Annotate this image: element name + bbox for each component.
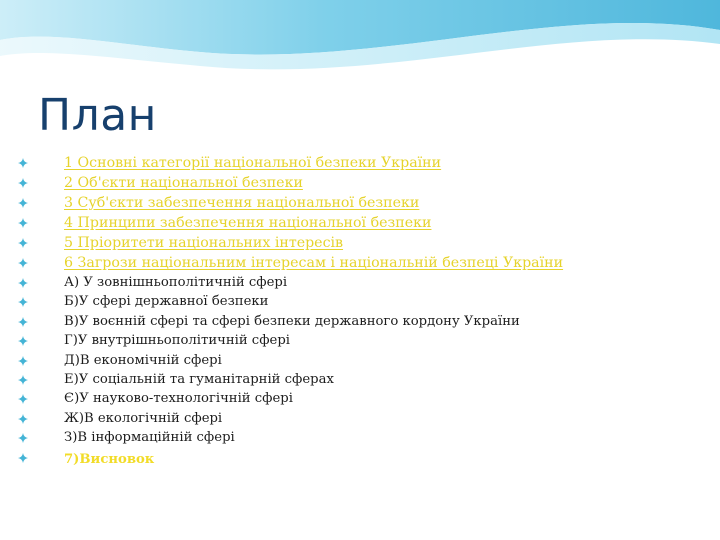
four-point-star-bullet-icon xyxy=(18,336,28,346)
list-item-text: В)У воєнній сфері та сфері безпеки державного кордону України xyxy=(64,313,520,329)
list-item xyxy=(18,389,563,408)
list-item-text: Є)У науково-технологічній сфері xyxy=(64,391,293,407)
list-item-link[interactable]: 1 Основні категорії національної безпеки України xyxy=(64,155,442,171)
list-item-text: Д)В економічній сфері xyxy=(64,352,222,368)
list-item-text: Б)У сфері державної безпеки xyxy=(64,294,269,310)
four-point-star-bullet-icon xyxy=(18,178,28,188)
slide-title: План xyxy=(38,90,157,141)
four-point-star-bullet-icon xyxy=(18,317,28,327)
list-item[interactable] xyxy=(18,193,563,213)
four-point-star-bullet-icon xyxy=(18,297,28,307)
list-item-link[interactable]: 4 Принципи забезпечення національної безпеки xyxy=(64,215,432,231)
list-item xyxy=(18,292,563,311)
four-point-star-bullet-icon xyxy=(18,453,28,463)
list-item-text: Е)У соціальній та гуманітарній сферах xyxy=(64,371,334,387)
four-point-star-bullet-icon xyxy=(18,394,28,404)
list-item[interactable] xyxy=(18,233,563,253)
list-item xyxy=(18,351,563,370)
four-point-star-bullet-icon xyxy=(18,158,28,168)
list-item xyxy=(18,370,563,389)
header-wave-decoration xyxy=(0,0,720,90)
list-item-link[interactable]: 3 Суб'єкти забезпечення національної безпеки xyxy=(64,195,420,211)
list-item-text: Г)У внутрішньополітичній сфері xyxy=(64,333,290,349)
list-item xyxy=(18,312,563,331)
four-point-star-bullet-icon xyxy=(18,278,28,288)
list-item xyxy=(18,331,563,350)
list-item[interactable] xyxy=(18,213,563,233)
four-point-star-bullet-icon xyxy=(18,238,28,248)
list-item-link[interactable]: 5 Пріоритети національних інтересів xyxy=(64,235,344,251)
list-item-text: А) У зовнішньополітичній сфері xyxy=(64,275,288,290)
four-point-star-bullet-icon xyxy=(18,218,28,228)
list-item-link[interactable]: 6 Загрози національним інтересам і національній безпеці України xyxy=(64,255,564,271)
list-item-link[interactable]: 2 Об'єкти національної безпеки xyxy=(64,175,303,191)
list-item xyxy=(18,409,563,428)
list-item[interactable] xyxy=(18,448,563,467)
list-item[interactable] xyxy=(18,153,563,173)
list-item xyxy=(18,428,563,447)
list-item[interactable] xyxy=(18,173,563,193)
four-point-star-bullet-icon xyxy=(18,356,28,366)
four-point-star-bullet-icon xyxy=(18,375,28,385)
list-item-text: З)В інформаційній сфері xyxy=(64,430,235,446)
list-item-conclusion[interactable]: 7)Висновок xyxy=(64,451,155,467)
four-point-star-bullet-icon xyxy=(18,433,28,443)
list-item-text: Ж)В екологічній сфері xyxy=(64,410,223,426)
plan-list xyxy=(18,153,563,467)
four-point-star-bullet-icon xyxy=(18,198,28,208)
four-point-star-bullet-icon xyxy=(18,258,28,268)
list-item xyxy=(18,273,563,292)
four-point-star-bullet-icon xyxy=(18,414,28,424)
list-item[interactable] xyxy=(18,253,563,273)
